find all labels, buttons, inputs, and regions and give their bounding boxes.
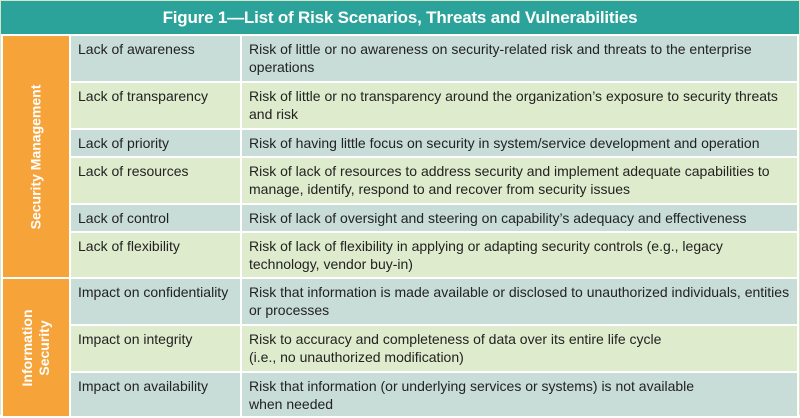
risk-term: Lack of priority [70, 129, 241, 157]
risk-description: Risk of little or no transparency around the organization’s exposure to security threats and risk [241, 82, 798, 129]
risk-description-line1: Risk that information (or underlying services or systems) is not available [249, 378, 695, 394]
table-row [2, 278, 798, 325]
risk-description [241, 325, 798, 372]
table-row [2, 204, 798, 232]
risk-term: Lack of resources [70, 157, 241, 204]
table-row [2, 372, 798, 417]
risk-term: Lack of awareness [70, 35, 241, 82]
table-row [2, 129, 798, 157]
risk-description: Risk of lack of resources to address security and implement adequate capabilities to manage, identify, respond to and recover from security issues [241, 157, 798, 204]
risk-term: Impact on confidentiality [70, 278, 241, 325]
risk-description [241, 372, 798, 417]
table-row [2, 35, 798, 82]
risk-description-line2: (i.e., no unauthorized modification) [249, 349, 464, 365]
risk-description-line2: when needed [249, 396, 334, 412]
risk-term: Lack of control [70, 204, 241, 232]
risk-term: Impact on availability [70, 372, 241, 417]
risk-description: Risk that information is made available or disclosed to unauthorized individuals, entities or processes [241, 278, 798, 325]
figure-title: Figure 1—List of Risk Scenarios, Threats and Vulnerabilities [1, 1, 799, 34]
category-security-management [2, 35, 70, 278]
risk-description: Risk of having little focus on security in system/service development and operation [241, 129, 798, 157]
category-label-line1: Information [19, 309, 35, 386]
table-row [2, 157, 798, 204]
category-label-line2: Security [36, 319, 52, 376]
risk-description: Risk of lack of flexibility in applying or adapting security controls (e.g., legacy technology, vendor buy-in) [241, 232, 798, 278]
table-row [2, 232, 798, 278]
table-row [2, 82, 798, 129]
risk-description-line1: Risk to accuracy and completeness of data over its entire life cycle [249, 331, 662, 347]
risk-term: Lack of flexibility [70, 232, 241, 278]
risk-term: Lack of transparency [70, 82, 241, 129]
risk-term: Impact on integrity [70, 325, 241, 372]
risk-table [1, 34, 799, 418]
category-information-security [2, 278, 70, 417]
risk-description: Risk of little or no awareness on security-related risk and threats to the enterprise operations [241, 35, 798, 82]
category-label: Security Management [27, 84, 44, 229]
table-row [2, 325, 798, 372]
risk-description: Risk of lack of oversight and steering on capability’s adequacy and effectiveness [241, 204, 798, 232]
